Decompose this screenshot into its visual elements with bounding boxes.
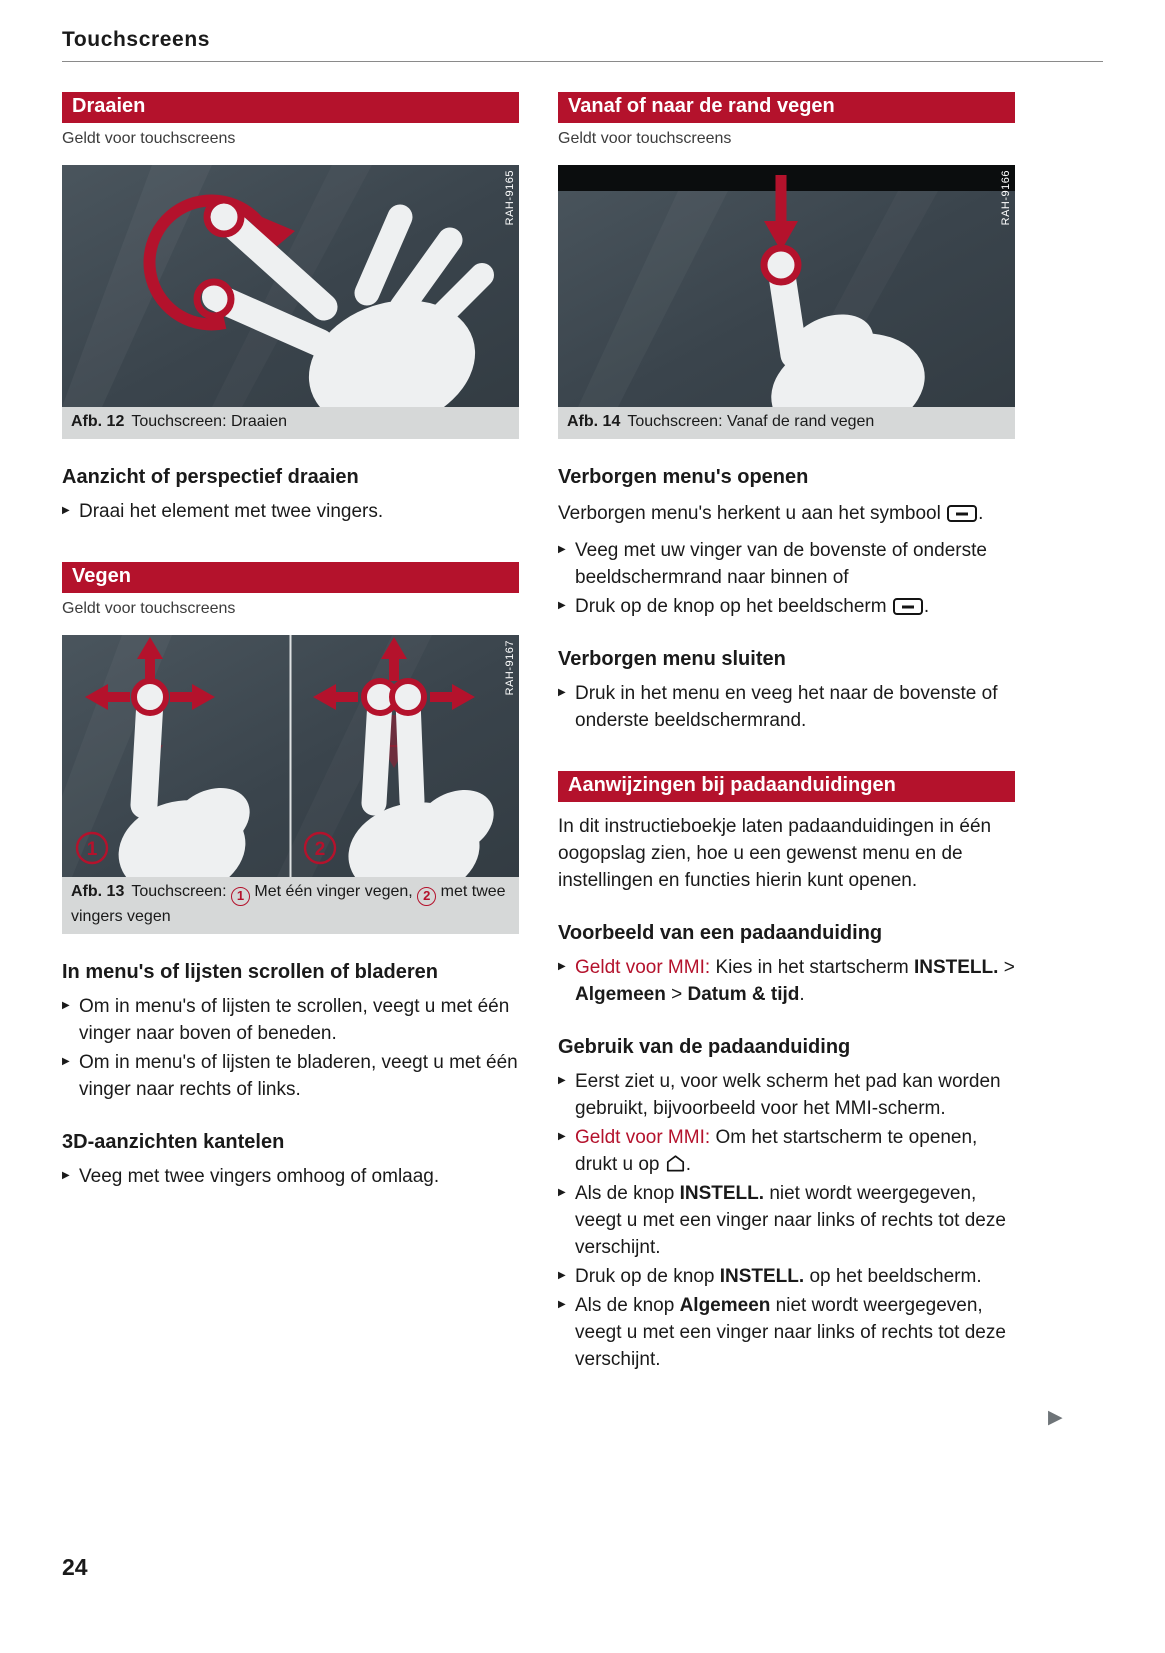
bullet-list [558, 681, 1015, 735]
figure-code: RAH-9165 [504, 170, 516, 226]
bullet-item [558, 1181, 1015, 1262]
caption-text: Touchscreen: [131, 883, 227, 901]
bullet-item [558, 1264, 1015, 1291]
applies-note: Geldt voor touchscreens [62, 130, 236, 147]
caption-text: met twee vingers vegen [71, 883, 506, 925]
section-draaien [62, 92, 519, 526]
page-number: 24 [62, 1554, 88, 1580]
figure-code: RAH-9167 [504, 640, 516, 696]
bullet-item [558, 1125, 1015, 1179]
section-title-bar-padaanduidingen: Aanwijzingen bij padaanduidingen [558, 771, 1015, 802]
padaanduidingen-intro: In dit instructieboekje laten padaanduidingen in één oogopslag zien, hoe u een gewenst menu en de instellingen en functies hierin kunt openen. [558, 816, 992, 892]
subheading-path-example: Voorbeeld van een padaanduiding [558, 922, 883, 945]
subheading-scroll: In menu's of lijsten scrollen of bladeren [62, 961, 438, 984]
caption-text: Touchscreen: Draaien [131, 413, 287, 430]
page-header [62, 28, 1103, 62]
section-title-bar-draaien: Draaien [62, 92, 519, 123]
edge-swipe-illustration [558, 165, 1015, 407]
bullet-item [558, 955, 1015, 1009]
bullet-text: niet wordt weergegeven, veegt u met een vinger naar links of rechts tot deze verschijnt. [575, 1182, 1006, 1258]
figure-edge-swipe [558, 165, 1015, 407]
button-name: INSTELL. [719, 1265, 805, 1287]
bullet-list [558, 955, 1015, 1009]
hidden-menu-icon [947, 505, 977, 522]
intro-punct: . [978, 503, 984, 525]
continuation-marker: ▶ [1048, 1407, 1063, 1428]
subheading-open-hidden-menu: Verborgen menu's openen [558, 466, 809, 489]
caption-label: Afb. 14 [567, 413, 621, 430]
bullet-item [558, 1069, 1015, 1123]
subheading-tilt: 3D-aanzichten kantelen [62, 1131, 285, 1154]
section-vegen [62, 562, 519, 1191]
bullet-text: Draai het element met twee vingers. [79, 501, 384, 523]
right-column [558, 92, 1015, 1376]
caption-label: Afb. 12 [71, 413, 125, 430]
figure-rotate-gesture [62, 165, 519, 407]
hidden-menu-icon [893, 598, 923, 615]
caption-label: Afb. 13 [71, 883, 125, 901]
bullet-item [558, 681, 1015, 735]
button-name: Algemeen [679, 1294, 771, 1316]
rotate-gesture-illustration [62, 165, 519, 407]
bullet-list [62, 994, 519, 1104]
section-title-bar-vegen: Vegen [62, 562, 519, 593]
bullet-text: Druk in het menu en veeg het naar de bovenste of onderste beeldschermrand. [575, 683, 998, 732]
menu-path-step: Datum & tijd [687, 984, 800, 1006]
mmi-tag: Geldt voor MMI: [575, 1126, 711, 1148]
figure-caption [558, 407, 1015, 439]
bullet-item [62, 499, 519, 526]
bullet-text: op het beeldscherm. [809, 1265, 982, 1287]
bullet-punct: . [685, 1153, 692, 1175]
hidden-menu-intro [558, 501, 1015, 528]
bullet-item [62, 1164, 519, 1191]
circled-number-1: 1 [231, 887, 250, 906]
subheading-path-usage: Gebruik van de padaanduiding [558, 1036, 851, 1059]
bullet-text: Kies in het startscherm [715, 957, 909, 979]
mmi-tag: Geldt voor MMI: [575, 957, 711, 979]
figure-caption [62, 407, 519, 439]
bullet-item [558, 538, 1015, 592]
path-separator: > [1003, 957, 1015, 979]
bullet-item [62, 994, 519, 1048]
intro-text: Verborgen menu's herkent u aan het symbool [558, 503, 941, 525]
bullet-text: Druk op de knop [575, 1265, 715, 1287]
section-padaanduidingen [558, 771, 1015, 1374]
bullet-list [558, 538, 1015, 621]
menu-path-step: Algemeen [575, 984, 666, 1006]
bullet-item [558, 594, 1015, 621]
fingertip-marker [764, 248, 798, 282]
header-divider [62, 61, 1103, 62]
section-title-bar-rand-vegen: Vanaf of naar de rand vegen [558, 92, 1015, 123]
circled-number-2: 2 [417, 887, 436, 906]
home-icon [665, 1154, 686, 1175]
panel-number-1: 1 [86, 839, 98, 861]
bullet-item [62, 1050, 519, 1104]
bullet-text: Om het startscherm te openen, drukt u op [575, 1126, 978, 1175]
bullet-text: Veeg met twee vingers omhoog of omlaag. [79, 1166, 440, 1188]
caption-text: Met één vinger vegen, [254, 883, 413, 901]
swipe-gesture-illustration [62, 635, 519, 877]
bullet-item [558, 1293, 1015, 1374]
left-column [62, 92, 519, 1193]
bullet-list [558, 1069, 1015, 1374]
applies-note: Geldt voor touchscreens [558, 130, 732, 147]
caption-text: Touchscreen: Vanaf de rand vegen [627, 413, 875, 430]
bullet-text: Als de knop [575, 1294, 675, 1316]
subheading-rotate: Aanzicht of perspectief draaien [62, 466, 359, 489]
bullet-text: Druk op de knop op het beeldscherm [575, 596, 887, 618]
bullet-text: Als de knop [575, 1182, 675, 1204]
figure-swipe-gesture [62, 635, 519, 877]
section-rand-vegen [558, 92, 1015, 735]
menu-path-step: INSTELL. [913, 957, 999, 979]
subheading-close-hidden-menu: Verborgen menu sluiten [558, 648, 786, 671]
page-title: Touchscreens [62, 28, 211, 51]
figure-caption [62, 877, 519, 934]
bullet-list [62, 499, 519, 526]
bullet-text: Om in menu's of lijsten te bladeren, veegt u met één vinger naar rechts of links. [79, 1052, 518, 1101]
button-name: INSTELL. [679, 1182, 765, 1204]
figure-code: RAH-9166 [1000, 170, 1012, 226]
path-separator: > [671, 984, 683, 1006]
panel-number-2: 2 [314, 839, 326, 861]
bullet-text: Om in menu's of lijsten te scrollen, veegt u met één vinger naar boven of beneden. [79, 996, 510, 1045]
applies-note: Geldt voor touchscreens [62, 600, 236, 618]
bullet-list [62, 1164, 519, 1191]
bullet-punct: . [923, 596, 930, 618]
bullet-text: niet wordt weergegeven, veegt u met een vinger naar links of rechts tot deze verschijnt. [575, 1294, 1006, 1370]
bullet-punct: . [799, 984, 805, 1006]
bullet-text: Veeg met uw vinger van de bovenste of onderste beeldschermrand naar binnen of [575, 540, 987, 589]
bullet-text: Eerst ziet u, voor welk scherm het pad kan worden gebruikt, bijvoorbeeld voor het MMI-scherm. [575, 1071, 1001, 1120]
